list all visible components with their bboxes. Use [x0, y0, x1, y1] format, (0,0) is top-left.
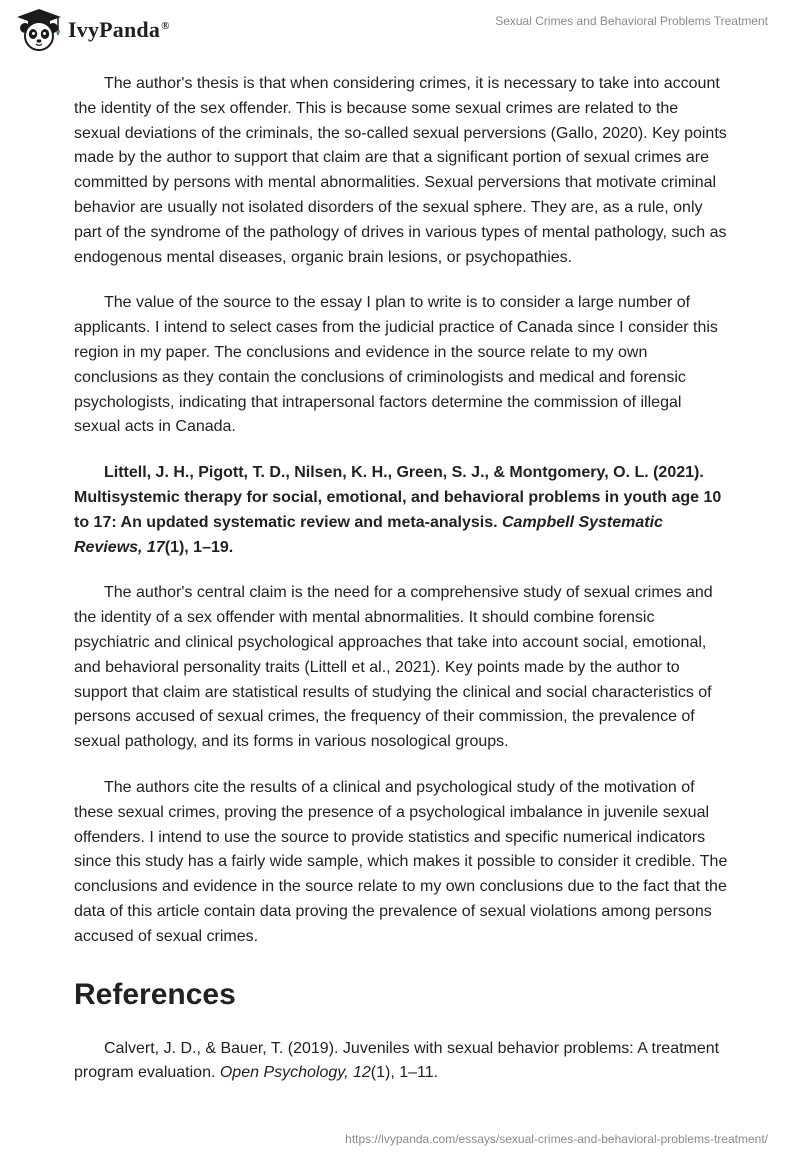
references-heading: References — [74, 977, 236, 1011]
paragraph-study-results: The authors cite the results of a clinical and psychological study of the motivation of these sexual crimes, proving the presence of a psychological imbalance in juvenile sexual offenders. I intend to use the source to provide statistics and specific numerical indicators since this study has a fairly wide sample, which makes it possible to consider it credible. The conclusions and evidence in the source relate to my own conclusions due to the fact that the data of this article contain data proving the prevalence of sexual violations among persons accused of sexual crimes. — [74, 778, 728, 945]
paragraph-source-value: The value of the source to the essay I plan to write is to consider a large number of applicants. I intend to select cases from the judicial practice of Canada since I consider this region in my paper. The conclusions and evidence in the source relate to my own conclusions as they contain the conclusions of criminologists and medical and forensic psychologists, indicating that intrapersonal factors determine the commission of illegal sexual acts in Canada. — [74, 294, 718, 436]
paragraph-thesis: The author's thesis is that when considering crimes, it is necessary to take into account the identity of the sex offender. This is because some sexual crimes are related to the sexual deviations of the criminals, the so-called sexual perversions (Gallo, 2020). Key points made by the author to support that claim are that a significant portion of sexual crimes are committed by persons with mental abnormalities. Sexual perversions that motivate criminal behavior are usually not isolated disorders of the sexual sphere. They are, as a rule, only part of the syndrome of the pathology of drives in various types of mental pathology, such as endogenous mental diseases, organic brain lesions, or psychopathies. — [74, 75, 727, 266]
citation-littell: Littell, J. H., Pigott, T. D., Nilsen, K. H., Green, S. J., & Montgomery, O. L. (2021). Multisystemic therapy for social, emotional, and behavioral problems in youth age 10 to 17: An updated systematic review and meta-analysis. Campbell Systematic Reviews, 17(1), 1–19. — [74, 464, 722, 556]
reference-item-calvert: Calvert, J. D., & Bauer, T. (2019). Juveniles with sexual behavior problems: A treatment program evaluation. Open Psychology, 12(1), 1–11. — [74, 1039, 720, 1082]
brand-name: IvyPanda® — [68, 17, 170, 42]
panda-graduate-icon — [14, 8, 64, 52]
brand-logo[interactable] — [14, 8, 170, 52]
source-url[interactable]: https://ivypanda.com/essays/sexual-crimes-and-behavioral-problems-treatment/ — [345, 1132, 768, 1146]
paragraph-central-claim: The author's central claim is the need for a comprehensive study of sexual crimes and the identity of a sex offender with mental abnormalities. It should combine forensic psychiatric and clinical psychological approaches that take into account social, emotional, and behavioral personality traits (Littell et al., 2021). Key points made by the author to support that claim are statistical results of studying the clinical and social characteristics of persons accused of sexual crimes, the frequency of their commission, the prevalence of sexual pathology, and its forms in various nosological groups. — [74, 584, 713, 751]
running-title: Sexual Crimes and Behavioral Problems Treatment — [495, 14, 768, 28]
essay-body — [74, 72, 728, 1086]
page-header — [0, 0, 800, 60]
